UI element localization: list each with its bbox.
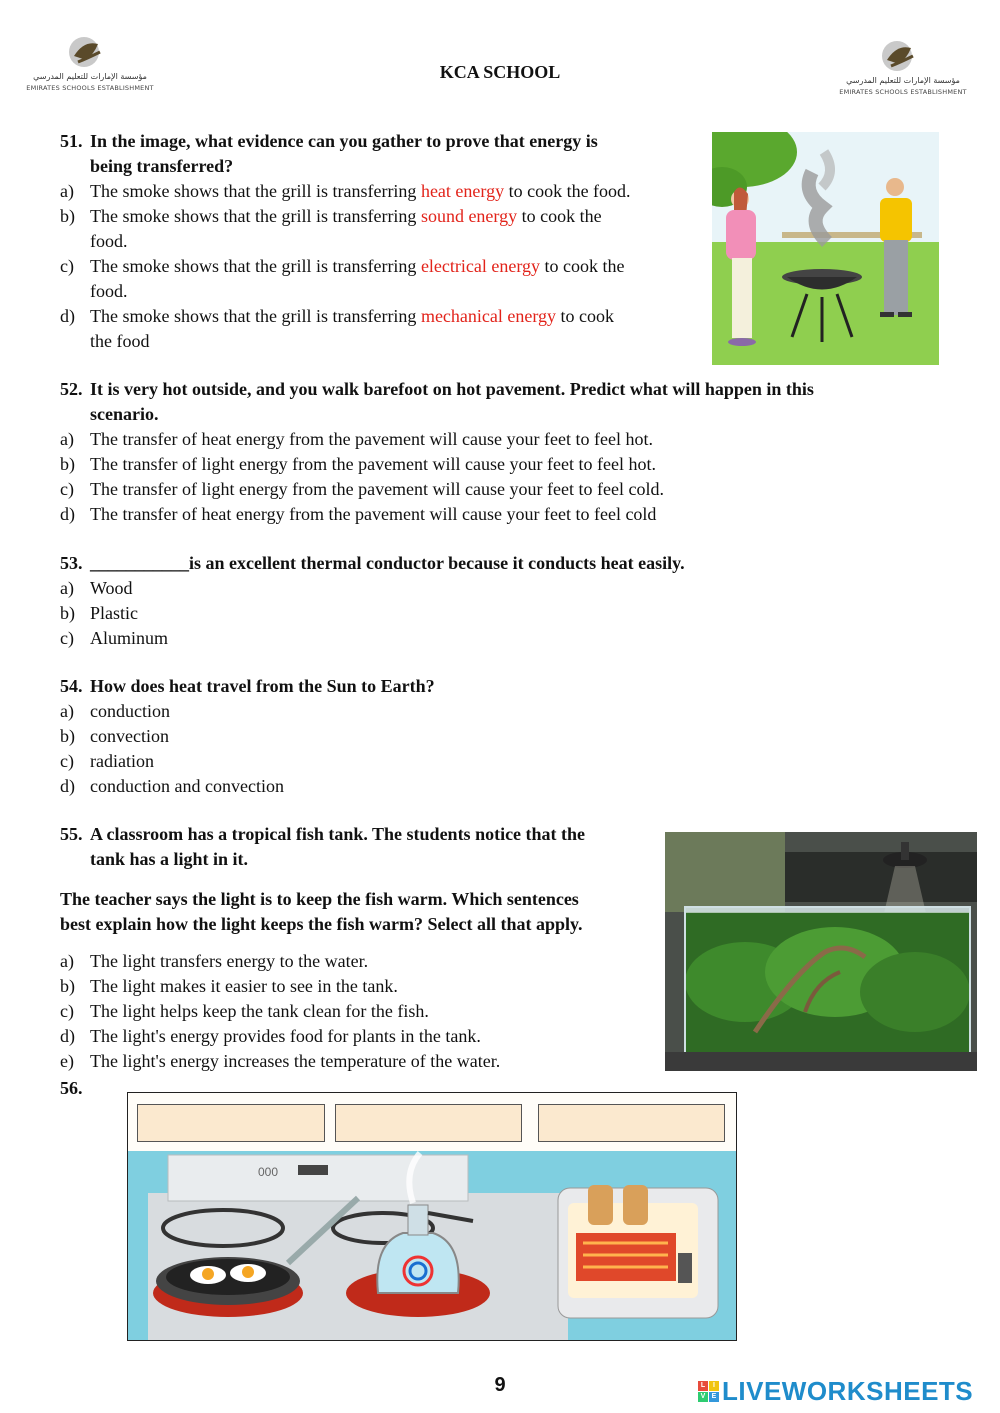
option-text: food.	[90, 281, 128, 301]
question-number: 54.	[60, 676, 83, 696]
option-letter: d)	[60, 776, 75, 796]
answer-drop-zone-3[interactable]	[538, 1104, 725, 1142]
option-text: Aluminum	[90, 628, 169, 648]
option-text: The light transfers energy to the water.	[90, 951, 369, 971]
question-56	[60, 1076, 90, 1101]
option-text: The light helps keep the tank clean for the fish.	[90, 1001, 429, 1021]
option-54-c[interactable]	[60, 749, 940, 774]
question-54-text	[60, 674, 940, 699]
option-54-d[interactable]	[60, 774, 940, 799]
answer-drop-zone-1[interactable]	[137, 1104, 325, 1142]
option-highlight: electrical energy	[420, 256, 541, 276]
option-letter: c)	[60, 256, 74, 276]
option-text: The light's energy provides food for plants in the tank.	[90, 1026, 481, 1046]
option-text: the food	[90, 331, 150, 351]
option-letter: d)	[60, 306, 75, 326]
question-53-text	[60, 551, 940, 576]
option-text: The transfer of light energy from the pavement will cause your feet to feel cold.	[90, 479, 664, 499]
option-text: The transfer of light energy from the pavement will cause your feet to feel hot.	[90, 454, 656, 474]
logo-english-text: EMIRATES SCHOOLS ESTABLISHMENT	[26, 84, 154, 92]
grill-scene-image	[712, 132, 939, 365]
question-55	[60, 822, 660, 1074]
option-text: The transfer of heat energy from the pavement will cause your feet to feel cold	[90, 504, 657, 524]
option-52-b[interactable]	[60, 452, 940, 477]
answer-drop-zone-2[interactable]	[335, 1104, 522, 1142]
option-53-c[interactable]	[60, 626, 940, 651]
badge-letter: V	[698, 1392, 708, 1402]
option-text: The light makes it easier to see in the tank.	[90, 976, 398, 996]
option-letter: b)	[60, 454, 75, 474]
question-line: tank has a light in it.	[90, 849, 249, 869]
option-text: The smoke shows that the grill is transferring	[90, 181, 421, 201]
prompt-line: The teacher says the light is to keep the fish warm. Which sentences	[60, 889, 579, 909]
question-52-text	[60, 377, 940, 427]
option-text: The smoke shows that the grill is transferring	[90, 206, 421, 226]
option-54-a[interactable]	[60, 699, 940, 724]
fish-tank-image	[665, 832, 977, 1071]
question-line: How does heat travel from the Sun to Earth?	[90, 676, 435, 696]
option-highlight: mechanical energy	[420, 306, 557, 326]
option-letter: c)	[60, 628, 74, 648]
badge-letter: E	[709, 1392, 719, 1402]
option-text: The light's energy increases the temperature of the water.	[90, 1051, 501, 1071]
option-text: convection	[90, 726, 169, 746]
option-text: to cook the food.	[504, 181, 631, 201]
question-54	[60, 674, 940, 799]
logo-english-text: EMIRATES SCHOOLS ESTABLISHMENT	[839, 88, 967, 96]
prompt-line: best explain how the light keeps the fish warm? Select all that apply.	[60, 914, 583, 934]
question-number: 51.	[60, 131, 83, 151]
option-51-c[interactable]	[60, 254, 710, 304]
option-text: food.	[90, 231, 128, 251]
option-text: to cook	[556, 306, 615, 326]
option-text: Plastic	[90, 603, 138, 623]
option-letter: a)	[60, 578, 74, 598]
question-53	[60, 551, 940, 651]
option-highlight: heat energy	[420, 181, 505, 201]
option-text: The smoke shows that the grill is transferring	[90, 256, 421, 276]
option-52-a[interactable]	[60, 427, 940, 452]
option-letter: a)	[60, 701, 74, 721]
option-text: conduction	[90, 701, 170, 721]
question-number: 52.	[60, 379, 83, 399]
option-52-d[interactable]	[60, 502, 940, 527]
logo-arabic-text: مؤسسة الإمارات للتعليم المدرسي	[33, 72, 147, 81]
question-number: 56.	[60, 1078, 83, 1098]
logo-arabic-text: مؤسسة الإمارات للتعليم المدرسي	[846, 76, 960, 85]
question-number: 55.	[60, 824, 83, 844]
option-55-b[interactable]	[60, 974, 660, 999]
option-51-a[interactable]	[60, 179, 710, 204]
option-letter: c)	[60, 751, 74, 771]
option-text: The smoke shows that the grill is transferring	[90, 306, 421, 326]
question-55-prompt	[60, 887, 660, 937]
question-line: A classroom has a tropical fish tank. The students notice that the	[90, 824, 586, 844]
option-letter: d)	[60, 504, 75, 524]
option-text: conduction and convection	[90, 776, 284, 796]
liveworksheets-text: LIVEWORKSHEETS	[722, 1376, 974, 1406]
option-letter: b)	[60, 726, 75, 746]
question-number: 53.	[60, 553, 83, 573]
option-letter: c)	[60, 479, 74, 499]
option-52-c[interactable]	[60, 477, 940, 502]
question-52	[60, 377, 940, 527]
question-51-text	[60, 129, 710, 179]
option-letter: d)	[60, 1026, 75, 1046]
option-highlight: sound energy	[420, 206, 518, 226]
question-line: It is very hot outside, and you walk barefoot on hot pavement. Predict what will happen in this	[90, 379, 814, 399]
option-55-c[interactable]	[60, 999, 660, 1024]
option-55-a[interactable]	[60, 949, 660, 974]
liveworksheets-logo	[698, 1376, 973, 1407]
badge-letter: L	[698, 1381, 708, 1391]
option-55-e[interactable]	[60, 1049, 660, 1074]
option-text: Wood	[90, 578, 133, 598]
option-55-d[interactable]	[60, 1024, 660, 1049]
option-text: to cook the	[540, 256, 625, 276]
page-number: 9	[494, 1374, 506, 1396]
question-line: being transferred?	[90, 156, 234, 176]
question-51	[60, 129, 710, 354]
school-title: KCA SCHOOL	[439, 62, 561, 82]
option-letter: b)	[60, 603, 75, 623]
option-51-d[interactable]	[60, 304, 710, 354]
question-line: scenario.	[90, 404, 159, 424]
option-51-b[interactable]	[60, 204, 710, 254]
liveworksheets-badge-icon	[698, 1381, 719, 1402]
question-55-text	[60, 822, 660, 872]
question-line: ___________is an excellent thermal conductor because it conducts heat easily.	[90, 553, 685, 573]
option-text: The transfer of heat energy from the pavement will cause your feet to feel hot.	[90, 429, 653, 449]
question-line: In the image, what evidence can you gather to prove that energy is	[90, 131, 598, 151]
badge-letter: I	[709, 1381, 719, 1391]
option-letter: a)	[60, 951, 74, 971]
option-53-a[interactable]	[60, 576, 940, 601]
option-letter: a)	[60, 181, 74, 201]
option-letter: b)	[60, 206, 75, 226]
option-text: to cook the	[517, 206, 602, 226]
stove-display-text: 000	[258, 1165, 279, 1179]
option-54-b[interactable]	[60, 724, 940, 749]
option-letter: c)	[60, 1001, 74, 1021]
option-letter: e)	[60, 1051, 74, 1071]
option-text: radiation	[90, 751, 154, 771]
option-letter: b)	[60, 976, 75, 996]
option-53-b[interactable]	[60, 601, 940, 626]
option-letter: a)	[60, 429, 74, 449]
